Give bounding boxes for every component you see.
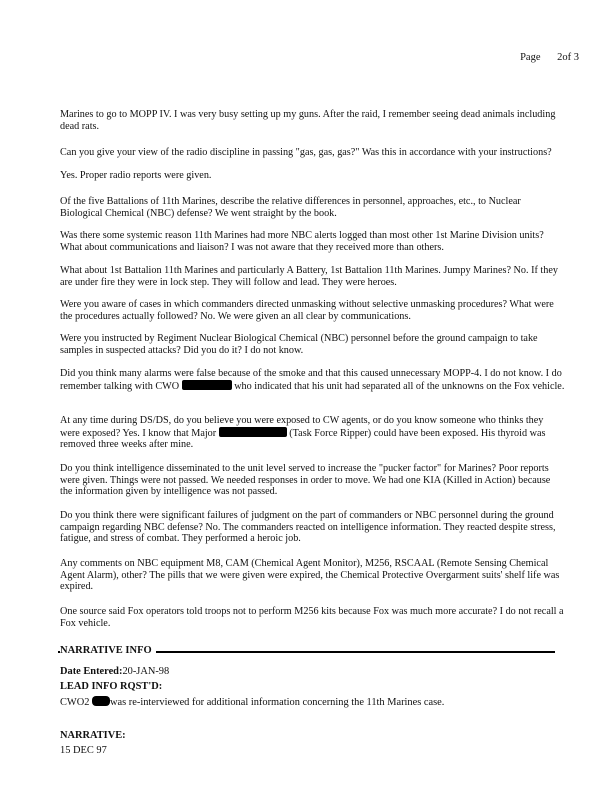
question-paragraph: Do you think there were significant failures of judgment on the part of commanders or NBC personnel during the ground campaign regarding NBC defense? No. The commanders reacted on intelligence information. They reacted despite stress, fatigue, and stress of combat. They performed a heroic job. [60,510,556,545]
redaction-block [219,427,287,437]
question-paragraph [60,415,565,451]
page-header [506,52,579,63]
question-paragraph [60,368,565,392]
question-paragraph: Do you think intelligence disseminated to the unit level served to increase the "pucker factor" for Marines? Poor reports were given. Things were not passed. We needed responses in order to move. We had one KIA (Killed in Action) because the information given by intelligence was not passed. [60,463,551,498]
paragraph: Marines to go to MOPP IV. I was very busy setting up my guns. After the raid, I remember seeing dead animals including dead rats. [60,109,556,132]
question-paragraph: What about 1st Battalion 11th Marines and particularly A Battery, 1st Battalion 11th Marines. Jumpy Marines? No. If they are under fire they were in lock step. They will follow and lead. They were heroes. [60,265,558,288]
date-entered-value: 20-JAN-98 [122,666,170,677]
question-paragraph: Can you give your view of the radio discipline in passing "gas, gas, gas?" Was this in accordance with your instructions? [60,147,552,158]
paragraph-text: At any time during DS/DS, do you believe you were exposed to CW agents, or do you know someone who thinks they were exposed? Yes. I know that Major [60,415,544,439]
paragraph-text: who indicated that his unit had separated all of the unknowns on the Fox vehicle. [231,380,565,392]
cwo-suffix: was re-interviewed for additional information concerning the 11th Marines case. [110,697,445,708]
paragraph-text: (Task Force Ripper) could have been exposed. His thyroid was removed three weeks after mine. [60,427,546,451]
page-label: Page [520,52,541,63]
date-entered-line [60,666,169,677]
question-paragraph: Were you instructed by Regiment Nuclear Biological Chemical (NBC) personnel before the ground campaign to take samples in suspected attacks? Did you do it? I do not know. [60,333,538,356]
page-number: 2of 3 [557,52,579,63]
question-paragraph: Was there some systemic reason 11th Marines had more NBC alerts logged than most other 1st Marine Division units? What about communications and liaison? I was not aware that they received more than others. [60,230,544,253]
question-paragraph: Of the five Battalions of 11th Marines, describe the relative differences in personnel, approaches, etc., to Nuclear Biological Chemical (NBC) defense? We went straight by the book. [60,196,521,219]
question-paragraph: Were you aware of cases in which commanders directed unmasking without selective unmasking procedures? What were the procedures actually followed? No. We were given an all clear by communications. [60,299,554,322]
answer-paragraph: Yes. Proper radio reports were given. [60,170,212,181]
question-paragraph: Any comments on NBC equipment M8, CAM (Chemical Agent Monitor), M256, RSCAAL (Remote Sensing Chemical Agent Alarm), other? The pills that we were given were expired, the Chemical Protective Overgarment suits' shelf life was expired. [60,558,560,593]
narrative-date: 15 DEC 97 [60,745,107,756]
narrative-label: NARRATIVE: [60,730,126,741]
narrative-info-title: NARRATIVE INFO [60,645,156,656]
paragraph-text: Did you think many alarms were false because of the smoke and that this caused unnecessary MOPP-4. I do not know. I do remember talking with CWO [60,368,562,392]
redaction-block [92,696,110,706]
cwo-prefix: CWO2 [60,697,93,708]
question-paragraph: One source said Fox operators told troops not to perform M256 kits because Fox was much more accurate? I do not recall a Fox vehicle. [60,606,564,629]
date-entered-label: Date Entered: [60,666,123,677]
redaction-block [182,380,232,390]
lead-info-label: LEAD INFO RQST'D: [60,681,163,692]
cwo-reinterview-line [60,696,444,708]
